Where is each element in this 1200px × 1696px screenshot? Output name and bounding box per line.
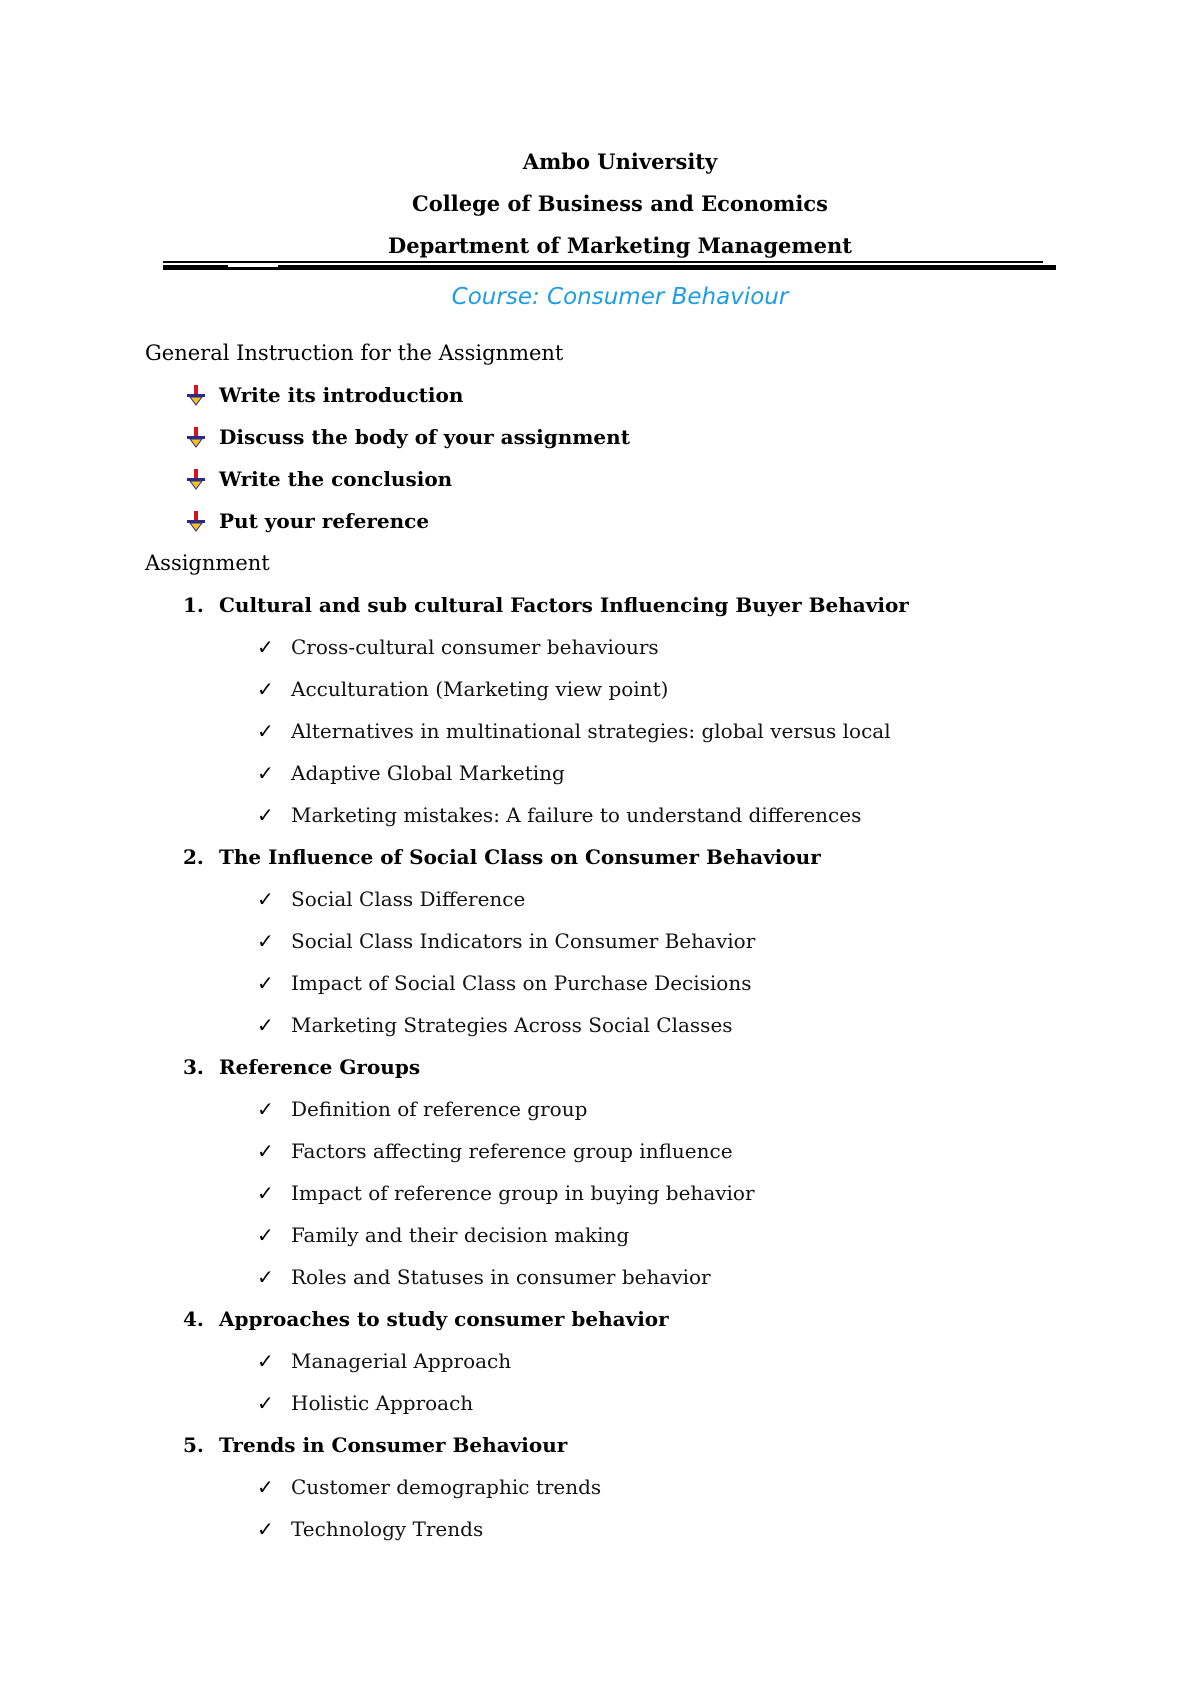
section-title: Reference Groups: [219, 1055, 421, 1079]
topic-item: [257, 1389, 473, 1417]
topic-item-label: Managerial Approach: [291, 1349, 512, 1373]
topic-item: [257, 633, 659, 661]
topic-item: [257, 1179, 755, 1207]
topic-item: [257, 1011, 733, 1039]
assignment-section-heading: [183, 591, 909, 619]
topic-item-label: Definition of reference group: [291, 1097, 588, 1121]
topic-item: [257, 1137, 733, 1165]
topic-item-label: Acculturation (Marketing view point): [291, 677, 669, 701]
topic-item: [257, 1473, 601, 1501]
assignment-section-heading: [183, 1431, 567, 1459]
university-name: Ambo University: [522, 149, 718, 174]
topic-item-label: Social Class Indicators in Consumer Behavior: [291, 929, 756, 953]
section-number: 3.: [183, 1055, 204, 1079]
section-number: 1.: [183, 593, 204, 617]
arrow-bullet-icon: [185, 384, 207, 406]
check-mark-icon: ✓: [257, 1181, 274, 1205]
instruction-item-label: Discuss the body of your assignment: [219, 425, 630, 449]
topic-item: [257, 1515, 483, 1543]
section-number: 4.: [183, 1307, 204, 1331]
topic-item: [257, 675, 668, 703]
assignment-section-heading: [183, 1053, 420, 1081]
header-divider-gap: [228, 263, 278, 267]
header-divider-thin: [163, 261, 1043, 263]
instruction-item: [185, 507, 429, 535]
topic-item-label: Customer demographic trends: [291, 1475, 602, 1499]
instruction-item-label: Put your reference: [219, 509, 430, 533]
check-mark-icon: ✓: [257, 761, 274, 785]
topic-item-label: Roles and Statuses in consumer behavior: [291, 1265, 711, 1289]
topic-item: [257, 801, 861, 829]
header-divider-thick: [163, 265, 1056, 270]
topic-item-label: Technology Trends: [291, 1517, 484, 1541]
section-number: 2.: [183, 845, 204, 869]
arrow-bullet-icon: [185, 426, 207, 448]
topic-item: [257, 927, 755, 955]
assignment-title: Assignment: [145, 551, 270, 575]
topic-item-label: Marketing Strategies Across Social Classes: [291, 1013, 733, 1037]
department-name: Department of Marketing Management: [388, 233, 852, 258]
instruction-item: [185, 381, 463, 409]
topic-item: [257, 717, 891, 745]
instruction-item: [185, 465, 452, 493]
topic-item-label: Marketing mistakes: A failure to understand differences: [291, 803, 862, 827]
instructions-title: General Instruction for the Assignment: [145, 341, 564, 365]
topic-item-label: Family and their decision making: [291, 1223, 630, 1247]
arrow-bullet-icon: [185, 510, 207, 532]
check-mark-icon: ✓: [257, 1097, 274, 1121]
topic-item: [257, 1263, 711, 1291]
assignment-section-heading: [183, 843, 821, 871]
section-title: The Influence of Social Class on Consumer Behaviour: [219, 845, 821, 869]
instruction-item: [185, 423, 630, 451]
section-number: 5.: [183, 1433, 204, 1457]
topic-item: [257, 1347, 511, 1375]
check-mark-icon: ✓: [257, 971, 274, 995]
section-title: Trends in Consumer Behaviour: [219, 1433, 568, 1457]
check-mark-icon: ✓: [257, 1349, 274, 1373]
arrow-bullet-icon: [185, 468, 207, 490]
check-mark-icon: ✓: [257, 1139, 274, 1163]
check-mark-icon: ✓: [257, 677, 274, 701]
section-title: Cultural and sub cultural Factors Influencing Buyer Behavior: [219, 593, 909, 617]
topic-item: [257, 1221, 629, 1249]
assignment-section-heading: [183, 1305, 669, 1333]
instruction-item-label: Write the conclusion: [219, 467, 453, 491]
check-mark-icon: ✓: [257, 1265, 274, 1289]
check-mark-icon: ✓: [257, 1517, 274, 1541]
check-mark-icon: ✓: [257, 1223, 274, 1247]
check-mark-icon: ✓: [257, 929, 274, 953]
instruction-item-label: Write its introduction: [219, 383, 464, 407]
topic-item: [257, 969, 751, 997]
check-mark-icon: ✓: [257, 803, 274, 827]
check-mark-icon: ✓: [257, 1013, 274, 1037]
check-mark-icon: ✓: [257, 887, 274, 911]
topic-item-label: Factors affecting reference group influence: [291, 1139, 733, 1163]
topic-item-label: Cross-cultural consumer behaviours: [291, 635, 659, 659]
topic-item-label: Holistic Approach: [291, 1391, 474, 1415]
topic-item: [257, 885, 525, 913]
topic-item-label: Impact of Social Class on Purchase Decisions: [291, 971, 752, 995]
topic-item-label: Adaptive Global Marketing: [291, 761, 565, 785]
check-mark-icon: ✓: [257, 635, 274, 659]
check-mark-icon: ✓: [257, 1475, 274, 1499]
topic-item-label: Impact of reference group in buying behavior: [291, 1181, 755, 1205]
check-mark-icon: ✓: [257, 1391, 274, 1415]
topic-item-label: Alternatives in multinational strategies: global versus local: [291, 719, 891, 743]
topic-item: [257, 1095, 587, 1123]
college-name: College of Business and Economics: [412, 191, 828, 216]
section-title: Approaches to study consumer behavior: [219, 1307, 669, 1331]
check-mark-icon: ✓: [257, 719, 274, 743]
course-title: Course: Consumer Behaviour: [451, 284, 789, 310]
topic-item-label: Social Class Difference: [291, 887, 526, 911]
topic-item: [257, 759, 565, 787]
